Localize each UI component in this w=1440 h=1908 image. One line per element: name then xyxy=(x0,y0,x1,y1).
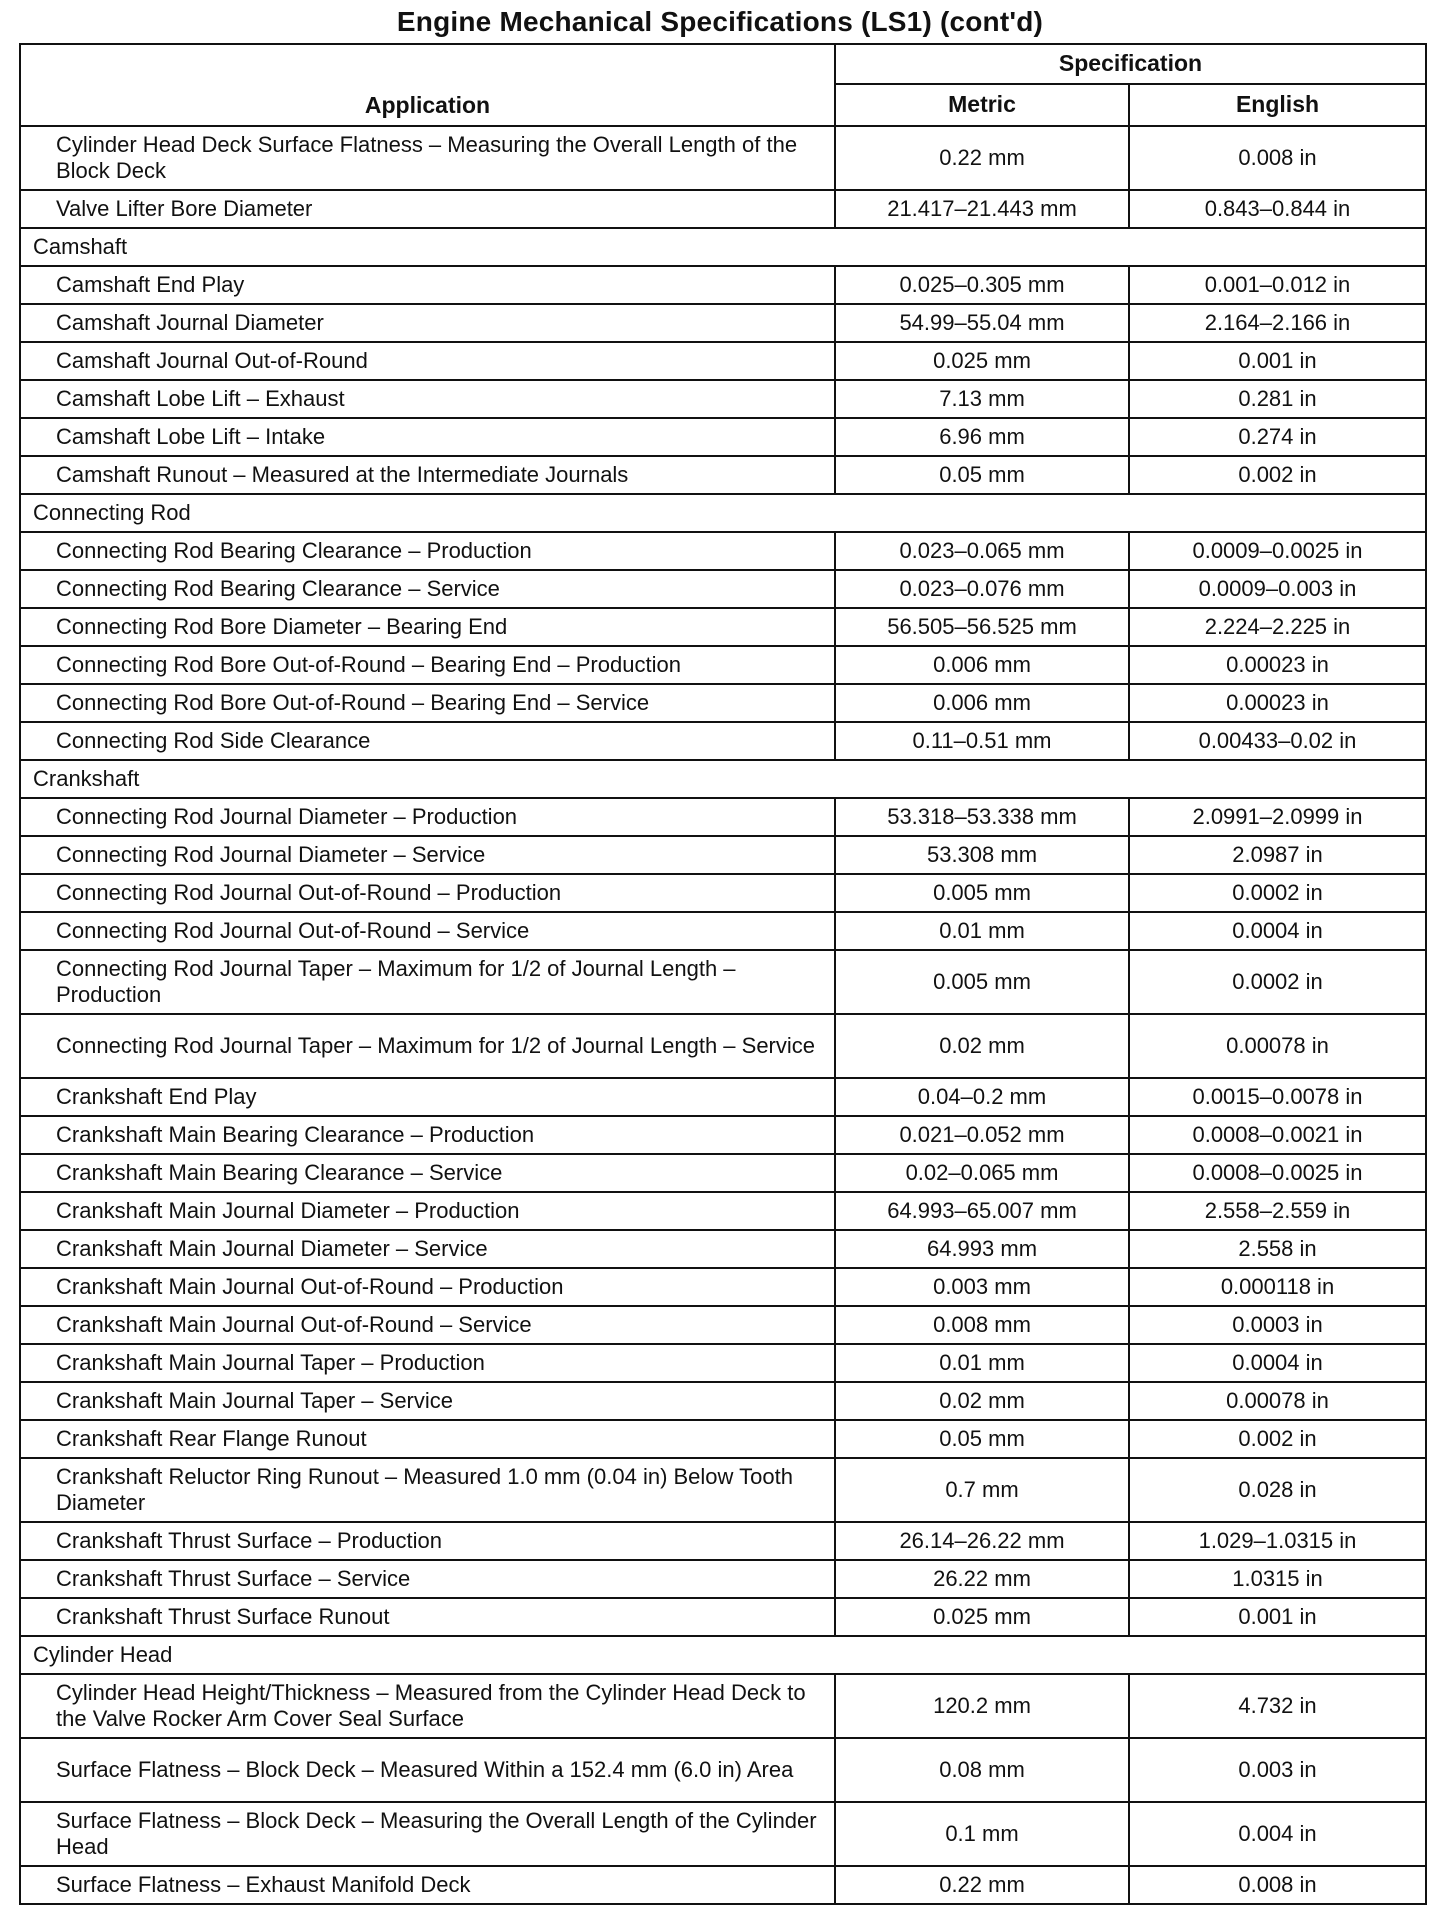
table-row xyxy=(20,342,1426,380)
application-cell: Crankshaft Thrust Surface – Production xyxy=(20,1522,835,1560)
specifications-table xyxy=(19,43,1427,1905)
english-cell: 0.274 in xyxy=(1129,418,1426,456)
english-cell: 0.0009–0.003 in xyxy=(1129,570,1426,608)
metric-cell: 0.05 mm xyxy=(835,456,1129,494)
english-cell: 0.008 in xyxy=(1129,126,1426,190)
section-row xyxy=(20,228,1426,266)
table-row xyxy=(20,1738,1426,1802)
metric-cell: 54.99–55.04 mm xyxy=(835,304,1129,342)
application-cell: Connecting Rod Journal Out-of-Round – Production xyxy=(20,874,835,912)
english-cell: 2.558–2.559 in xyxy=(1129,1192,1426,1230)
table-row xyxy=(20,684,1426,722)
english-cell: 2.224–2.225 in xyxy=(1129,608,1426,646)
english-cell: 0.843–0.844 in xyxy=(1129,190,1426,228)
metric-cell: 0.22 mm xyxy=(835,1866,1129,1904)
application-cell: Connecting Rod Journal Diameter – Service xyxy=(20,836,835,874)
application-cell: Surface Flatness – Exhaust Manifold Deck xyxy=(20,1866,835,1904)
application-cell: Camshaft Journal Out-of-Round xyxy=(20,342,835,380)
application-cell: Connecting Rod Journal Taper – Maximum for 1/2 of Journal Length – Service xyxy=(20,1014,835,1078)
application-cell: Crankshaft End Play xyxy=(20,1078,835,1116)
english-cell: 2.164–2.166 in xyxy=(1129,304,1426,342)
metric-cell: 0.11–0.51 mm xyxy=(835,722,1129,760)
table-row xyxy=(20,912,1426,950)
english-cell: 0.00023 in xyxy=(1129,646,1426,684)
metric-cell: 0.02 mm xyxy=(835,1014,1129,1078)
english-cell: 0.0002 in xyxy=(1129,950,1426,1014)
table-row xyxy=(20,950,1426,1014)
metric-cell: 0.006 mm xyxy=(835,646,1129,684)
table-row xyxy=(20,266,1426,304)
metric-cell: 26.22 mm xyxy=(835,1560,1129,1598)
application-cell: Crankshaft Thrust Surface – Service xyxy=(20,1560,835,1598)
metric-cell: 0.02–0.065 mm xyxy=(835,1154,1129,1192)
english-cell: 1.029–1.0315 in xyxy=(1129,1522,1426,1560)
table-row xyxy=(20,1420,1426,1458)
table-row xyxy=(20,304,1426,342)
metric-cell: 0.008 mm xyxy=(835,1306,1129,1344)
table-row xyxy=(20,570,1426,608)
metric-cell: 0.1 mm xyxy=(835,1802,1129,1866)
application-cell: Crankshaft Main Journal Out-of-Round – Service xyxy=(20,1306,835,1344)
section-label: Crankshaft xyxy=(20,760,1426,798)
english-cell: 2.0987 in xyxy=(1129,836,1426,874)
table-row xyxy=(20,1598,1426,1636)
application-cell: Crankshaft Thrust Surface Runout xyxy=(20,1598,835,1636)
english-cell: 0.008 in xyxy=(1129,1866,1426,1904)
english-cell: 0.001 in xyxy=(1129,342,1426,380)
metric-cell: 64.993 mm xyxy=(835,1230,1129,1268)
english-cell: 0.00078 in xyxy=(1129,1382,1426,1420)
english-cell: 0.0009–0.0025 in xyxy=(1129,532,1426,570)
application-cell: Crankshaft Main Journal Taper – Production xyxy=(20,1344,835,1382)
table-row xyxy=(20,1192,1426,1230)
english-cell: 0.0003 in xyxy=(1129,1306,1426,1344)
metric-cell: 26.14–26.22 mm xyxy=(835,1522,1129,1560)
application-cell: Connecting Rod Bore Out-of-Round – Bearing End – Service xyxy=(20,684,835,722)
metric-cell: 7.13 mm xyxy=(835,380,1129,418)
metric-cell: 0.7 mm xyxy=(835,1458,1129,1522)
metric-cell: 53.318–53.338 mm xyxy=(835,798,1129,836)
section-row xyxy=(20,1636,1426,1674)
table-body xyxy=(20,126,1426,1904)
table-row xyxy=(20,1014,1426,1078)
section-label: Camshaft xyxy=(20,228,1426,266)
application-cell: Camshaft End Play xyxy=(20,266,835,304)
application-cell: Connecting Rod Bore Diameter – Bearing End xyxy=(20,608,835,646)
application-cell: Camshaft Lobe Lift – Intake xyxy=(20,418,835,456)
metric-cell: 0.006 mm xyxy=(835,684,1129,722)
english-cell: 2.558 in xyxy=(1129,1230,1426,1268)
application-cell: Crankshaft Rear Flange Runout xyxy=(20,1420,835,1458)
table-row xyxy=(20,1306,1426,1344)
application-cell: Crankshaft Main Bearing Clearance – Service xyxy=(20,1154,835,1192)
table-row xyxy=(20,1344,1426,1382)
table-row xyxy=(20,1230,1426,1268)
metric-cell: 0.023–0.065 mm xyxy=(835,532,1129,570)
application-cell: Cylinder Head Height/Thickness – Measured from the Cylinder Head Deck to the Valve Rocker Arm Cover Seal Surface xyxy=(20,1674,835,1738)
application-cell: Connecting Rod Bore Out-of-Round – Bearing End – Production xyxy=(20,646,835,684)
english-cell: 1.0315 in xyxy=(1129,1560,1426,1598)
application-cell: Camshaft Runout – Measured at the Intermediate Journals xyxy=(20,456,835,494)
table-row xyxy=(20,1268,1426,1306)
table-row xyxy=(20,646,1426,684)
table-row xyxy=(20,380,1426,418)
english-cell: 0.0002 in xyxy=(1129,874,1426,912)
metric-cell: 0.04–0.2 mm xyxy=(835,1078,1129,1116)
english-cell: 0.00078 in xyxy=(1129,1014,1426,1078)
table-row xyxy=(20,532,1426,570)
application-cell: Connecting Rod Bearing Clearance – Production xyxy=(20,532,835,570)
table-row xyxy=(20,1674,1426,1738)
application-cell: Connecting Rod Side Clearance xyxy=(20,722,835,760)
metric-cell: 0.005 mm xyxy=(835,950,1129,1014)
metric-cell: 0.01 mm xyxy=(835,912,1129,950)
application-cell: Connecting Rod Journal Taper – Maximum for 1/2 of Journal Length – Production xyxy=(20,950,835,1014)
table-row xyxy=(20,1866,1426,1904)
table-row xyxy=(20,190,1426,228)
english-cell: 0.001–0.012 in xyxy=(1129,266,1426,304)
metric-cell: 53.308 mm xyxy=(835,836,1129,874)
english-cell: 2.0991–2.0999 in xyxy=(1129,798,1426,836)
metric-cell: 6.96 mm xyxy=(835,418,1129,456)
table-row xyxy=(20,1560,1426,1598)
english-cell: 0.002 in xyxy=(1129,456,1426,494)
application-cell: Camshaft Lobe Lift – Exhaust xyxy=(20,380,835,418)
english-cell: 0.0004 in xyxy=(1129,1344,1426,1382)
metric-cell: 0.023–0.076 mm xyxy=(835,570,1129,608)
metric-cell: 0.01 mm xyxy=(835,1344,1129,1382)
application-cell: Surface Flatness – Block Deck – Measuring the Overall Length of the Cylinder Head xyxy=(20,1802,835,1866)
application-cell: Crankshaft Main Journal Diameter – Service xyxy=(20,1230,835,1268)
application-cell: Crankshaft Main Journal Out-of-Round – Production xyxy=(20,1268,835,1306)
table-row xyxy=(20,1078,1426,1116)
section-label: Connecting Rod xyxy=(20,494,1426,532)
english-cell: 0.0015–0.0078 in xyxy=(1129,1078,1426,1116)
application-cell: Crankshaft Main Journal Taper – Service xyxy=(20,1382,835,1420)
header-english: English xyxy=(1129,84,1426,126)
metric-cell: 64.993–65.007 mm xyxy=(835,1192,1129,1230)
english-cell: 0.00433–0.02 in xyxy=(1129,722,1426,760)
table-row xyxy=(20,608,1426,646)
table-row xyxy=(20,1116,1426,1154)
metric-cell: 0.025 mm xyxy=(835,1598,1129,1636)
english-cell: 0.281 in xyxy=(1129,380,1426,418)
application-cell: Surface Flatness – Block Deck – Measured Within a 152.4 mm (6.0 in) Area xyxy=(20,1738,835,1802)
application-cell: Valve Lifter Bore Diameter xyxy=(20,190,835,228)
english-cell: 0.00023 in xyxy=(1129,684,1426,722)
english-cell: 0.003 in xyxy=(1129,1738,1426,1802)
english-cell: 0.004 in xyxy=(1129,1802,1426,1866)
section-row xyxy=(20,760,1426,798)
metric-cell: 120.2 mm xyxy=(835,1674,1129,1738)
section-label: Cylinder Head xyxy=(20,1636,1426,1674)
table-row xyxy=(20,722,1426,760)
table-row xyxy=(20,1154,1426,1192)
application-cell: Crankshaft Main Bearing Clearance – Production xyxy=(20,1116,835,1154)
application-cell: Connecting Rod Journal Diameter – Production xyxy=(20,798,835,836)
metric-cell: 0.025 mm xyxy=(835,342,1129,380)
metric-cell: 0.003 mm xyxy=(835,1268,1129,1306)
metric-cell: 0.22 mm xyxy=(835,126,1129,190)
header-application: Application xyxy=(20,44,835,126)
table-row xyxy=(20,798,1426,836)
metric-cell: 56.505–56.525 mm xyxy=(835,608,1129,646)
english-cell: 0.0004 in xyxy=(1129,912,1426,950)
english-cell: 0.0008–0.0021 in xyxy=(1129,1116,1426,1154)
application-cell: Crankshaft Reluctor Ring Runout – Measured 1.0 mm (0.04 in) Below Tooth Diameter xyxy=(20,1458,835,1522)
english-cell: 0.028 in xyxy=(1129,1458,1426,1522)
metric-cell: 0.08 mm xyxy=(835,1738,1129,1802)
table-row xyxy=(20,456,1426,494)
table-row xyxy=(20,1382,1426,1420)
metric-cell: 21.417–21.443 mm xyxy=(835,190,1129,228)
section-row xyxy=(20,494,1426,532)
english-cell: 0.000118 in xyxy=(1129,1268,1426,1306)
application-cell: Crankshaft Main Journal Diameter – Production xyxy=(20,1192,835,1230)
table-row xyxy=(20,1458,1426,1522)
english-cell: 0.001 in xyxy=(1129,1598,1426,1636)
metric-cell: 0.02 mm xyxy=(835,1382,1129,1420)
header-specification: Specification xyxy=(835,44,1426,84)
english-cell: 0.0008–0.0025 in xyxy=(1129,1154,1426,1192)
application-cell: Camshaft Journal Diameter xyxy=(20,304,835,342)
table-row xyxy=(20,1802,1426,1866)
english-cell: 4.732 in xyxy=(1129,1674,1426,1738)
application-cell: Cylinder Head Deck Surface Flatness – Measuring the Overall Length of the Block Deck xyxy=(20,126,835,190)
metric-cell: 0.005 mm xyxy=(835,874,1129,912)
page-title: Engine Mechanical Specifications (LS1) (cont'd) xyxy=(396,6,1044,37)
table-row xyxy=(20,418,1426,456)
table-row xyxy=(20,126,1426,190)
metric-cell: 0.025–0.305 mm xyxy=(835,266,1129,304)
metric-cell: 0.021–0.052 mm xyxy=(835,1116,1129,1154)
table-row xyxy=(20,874,1426,912)
table-row xyxy=(20,836,1426,874)
application-cell: Connecting Rod Journal Out-of-Round – Service xyxy=(20,912,835,950)
metric-cell: 0.05 mm xyxy=(835,1420,1129,1458)
application-cell: Connecting Rod Bearing Clearance – Service xyxy=(20,570,835,608)
english-cell: 0.002 in xyxy=(1129,1420,1426,1458)
header-metric: Metric xyxy=(835,84,1129,126)
table-row xyxy=(20,1522,1426,1560)
